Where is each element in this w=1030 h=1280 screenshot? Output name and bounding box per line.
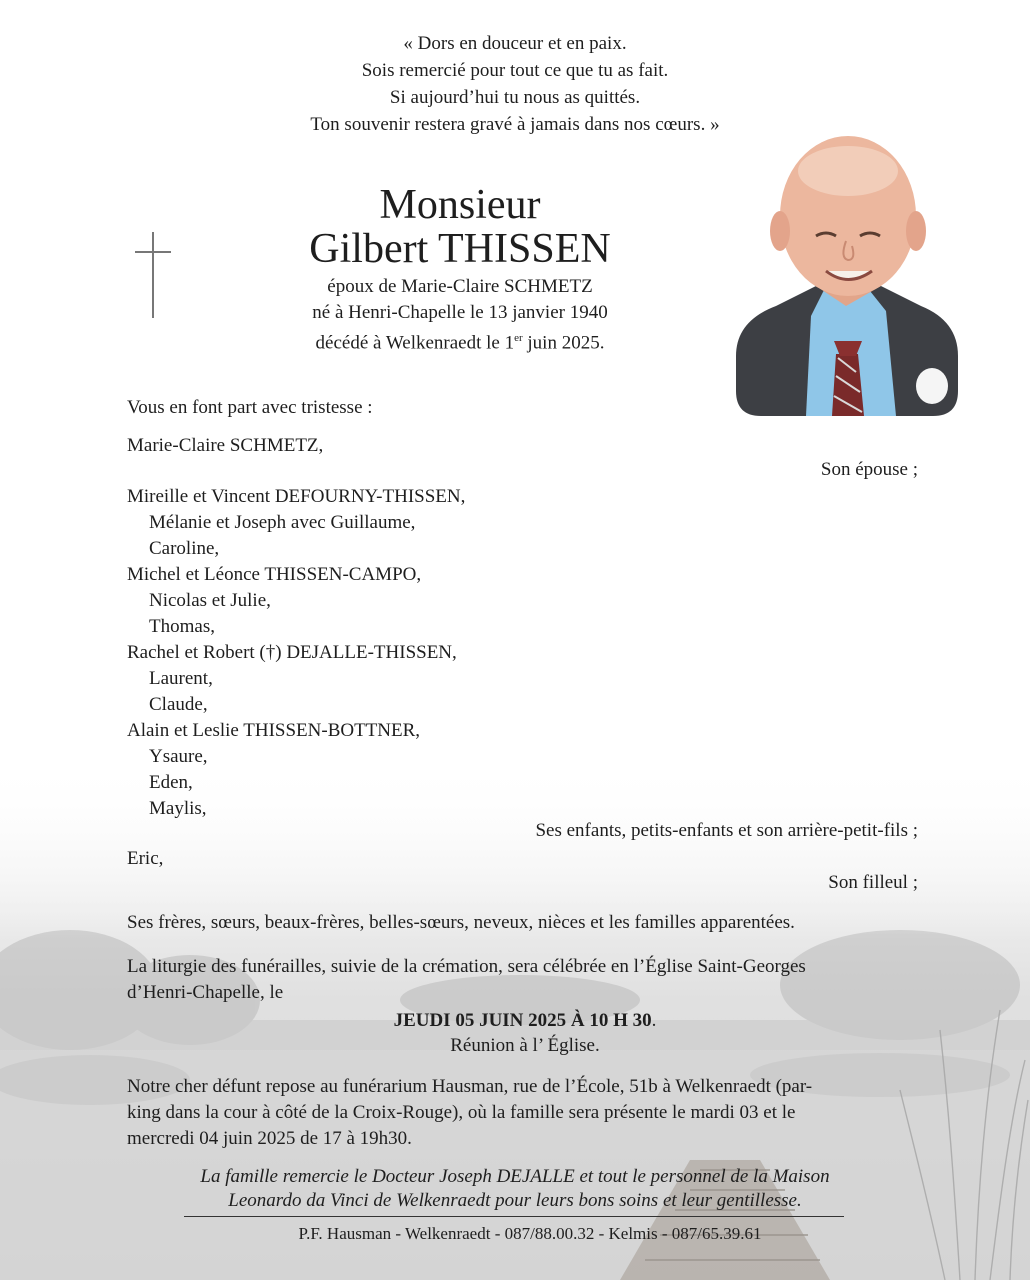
cross-icon [130,230,176,320]
spouse-name: Marie-Claire SCHMETZ, [127,435,324,456]
children-role: Ses enfants, petits-enfants et son arrière-petit-fils ; [535,820,918,841]
funeral-home-footer: P.F. Hausman - Welkenraedt - 087/88.00.32 - Kelmis - 087/65.39.61 [298,1224,762,1243]
portrait-photo [736,136,958,416]
godson-role: Son filleul ; [828,872,918,893]
visitation-line-3: mercredi 04 juin 2025 de 17 à 19h30. [127,1128,412,1149]
family-line: Ysaure, [149,746,208,767]
family-line: Rachel et Robert (†) DEJALLE-THISSEN, [127,642,457,663]
death-line [260,326,660,355]
deceased-name: Gilbert THISSEN [309,226,611,272]
family-line: Michel et Léonce THISSEN-CAMPO, [127,564,422,585]
family-line: Mireille et Vincent DEFOURNY-THISSEN, [127,486,466,507]
poem-line: Ton souvenir restera gravé à jamais dans nos cœurs. » [310,114,720,135]
ceremony-line-2: d’Henri-Chapelle, le [127,982,284,1003]
family-line: Alain et Leslie THISSEN-BOTTNER, [127,720,421,741]
ceremony-date: JEUDI 05 JUIN 2025 À 10 H 30 [393,1010,652,1031]
death-suffix: juin 2025. [522,332,605,354]
visitation-line-1: Notre cher défunt repose au funérarium Hausman, rue de l’École, 51b à Welkenraedt (par- [127,1076,813,1097]
ceremony-line-1: La liturgie des funérailles, suivie de la crémation, sera célébrée en l’Église Saint-Georges [127,956,806,977]
poem-line: Si aujourd’hui tu nous as quittés. [389,87,641,108]
family-line: Caroline, [149,538,220,559]
family-line: Nicolas et Julie, [149,590,271,611]
poem-line: Sois remercié pour tout ce que tu as fait. [361,60,669,81]
intro-line: Vous en font part avec tristesse : [127,397,373,418]
birth-line: né à Henri-Chapelle le 13 janvier 1940 [312,302,608,323]
divider [184,1216,844,1217]
thanks-line-1: La famille remercie le Docteur Joseph DEJALLE et tout le personnel de la Maison [200,1166,830,1187]
family-line: Claude, [149,694,208,715]
family-line: Thomas, [149,616,215,637]
visitation-line-2: king dans la cour à côté de la Croix-Rouge), où la famille sera présente le mardi 03 et le [127,1102,796,1123]
poem-line: « Dors en douceur et en paix. [403,33,627,54]
children-list [127,484,465,822]
ceremony-date-line [200,1008,850,1034]
family-line: Laurent, [149,668,213,689]
spouse-role: Son épouse ; [820,459,918,480]
siblings-line: Ses frères, sœurs, beaux-frères, belles-sœurs, neveux, nièces et les familles apparentées. [127,912,795,933]
death-prefix: décédé à Welkenraedt le 1 [315,332,515,354]
family-line: Maylis, [149,798,207,819]
thanks-line-2: Leonardo da Vinci de Welkenraedt pour leurs bons soins et leur gentillesse. [228,1190,802,1211]
family-line: Mélanie et Joseph avec Guillaume, [149,512,416,533]
poem [200,30,830,138]
death-superscript: er [514,332,523,344]
meeting-line: Réunion à l’ Église. [450,1035,600,1056]
godson-name: Eric, [127,848,164,869]
ceremony-date-end: . [651,1010,657,1031]
honorific: Monsieur [379,182,541,228]
spouse-line: époux de Marie-Claire SCHMETZ [327,276,593,297]
family-line: Eden, [149,772,193,793]
